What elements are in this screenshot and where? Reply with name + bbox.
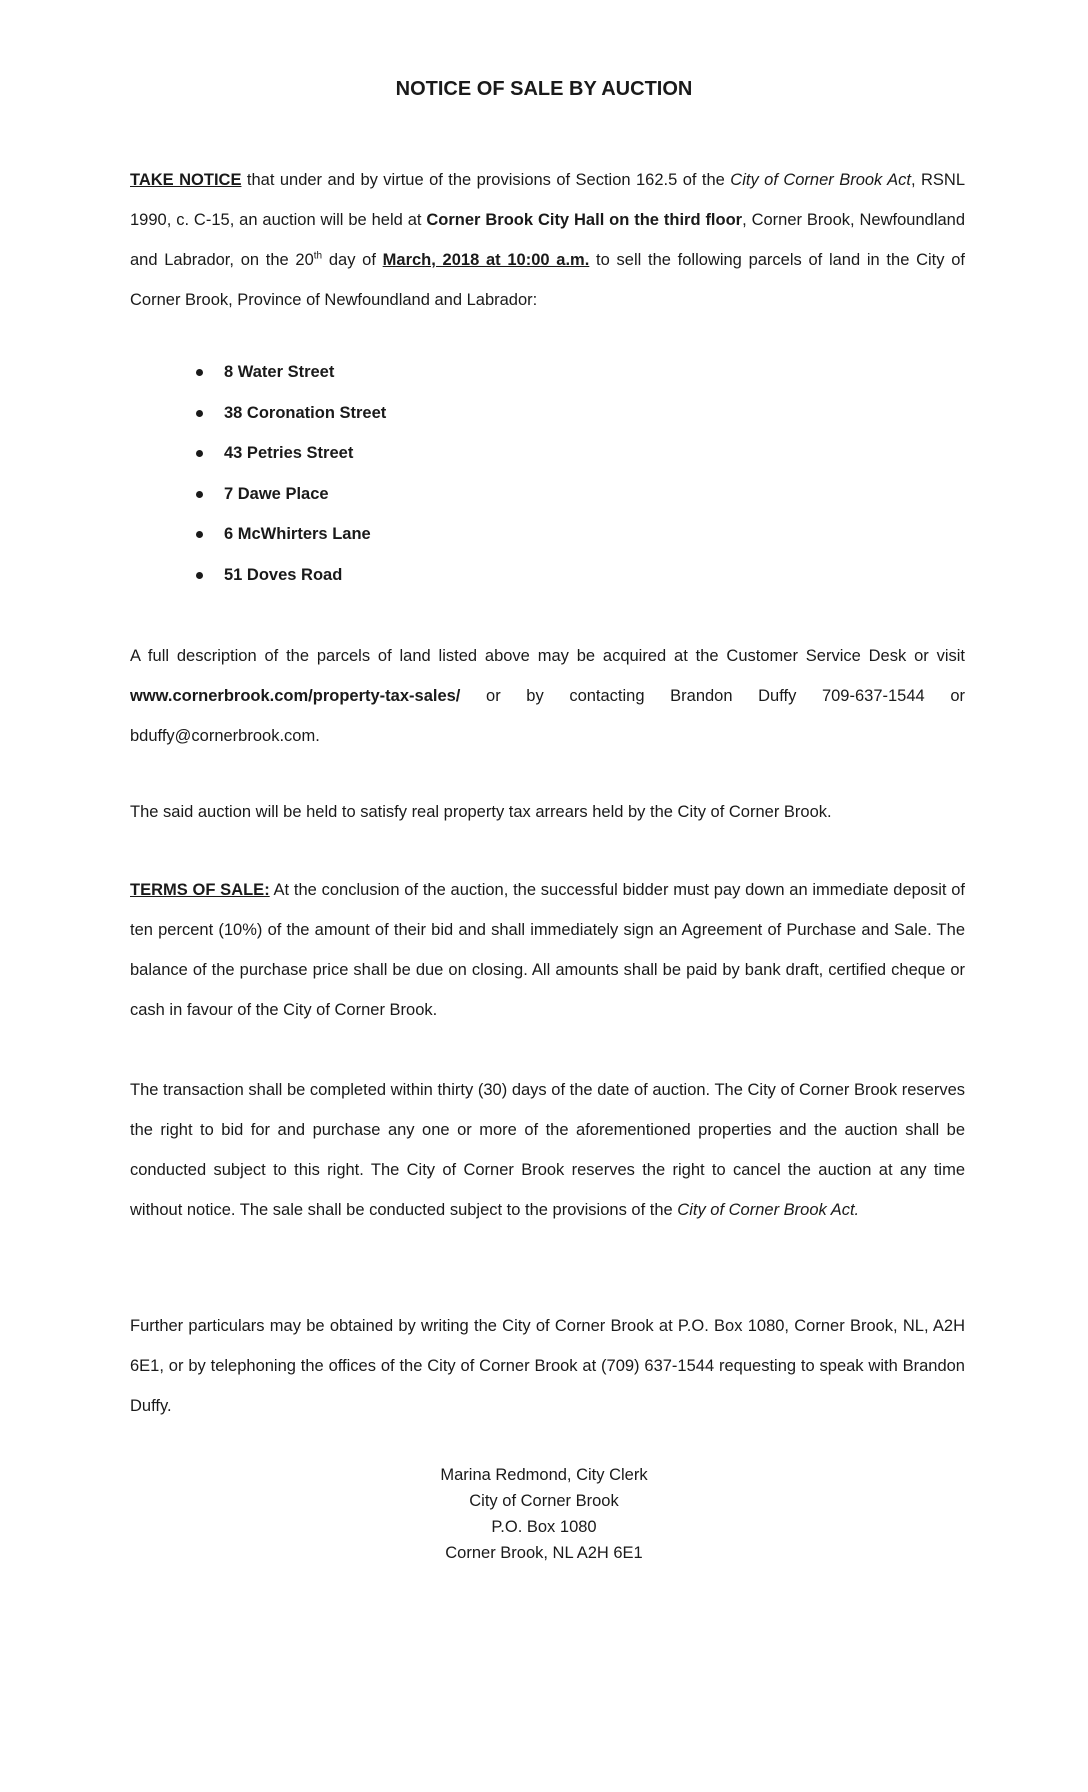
description-paragraph — [130, 636, 965, 756]
auction-location: Corner Brook City Hall on the third floor — [426, 211, 743, 229]
terms-paragraph — [130, 870, 965, 1030]
purpose-paragraph: The said auction will be held to satisfy real property tax arrears held by the City of Corner Brook. — [130, 803, 832, 821]
list-item: 8 Water Street — [190, 352, 386, 393]
list-item: 6 McWhirters Lane — [190, 514, 386, 555]
signature-block — [0, 1462, 1088, 1566]
p4-text: At the conclusion of the auction, the successful bidder must pay down an immediate deposit of ten percent (10%) of the amount of their bid and shall immediately sign an Agreement of Purchase and Sale. The balance of the purchase price shall be due on closing. All amounts shall be paid by bank draft, certified cheque or cash in favour of the City of Corner Brook. — [130, 881, 965, 1019]
take-notice-lead: TAKE NOTICE — [130, 171, 242, 189]
p2-text-1: A full description of the parcels of land listed above may be acquired at the Customer Service Desk or visit — [130, 647, 965, 665]
p1-text-4: day of — [322, 251, 383, 269]
property-tax-sales-link[interactable]: www.cornerbrook.com/property-tax-sales/ — [130, 687, 461, 705]
auction-date: March, 2018 at 10:00 a.m. — [382, 251, 590, 269]
ordinal-suffix: th — [313, 250, 323, 262]
signature-line: City of Corner Brook — [469, 1492, 619, 1510]
take-notice-paragraph — [130, 160, 965, 320]
p5-text: The transaction shall be completed within thirty (30) days of the date of auction. The City of Corner Brook reserves the right to bid for and purchase any one or more of the aforementioned properties and the auction shall be conducted subject to this right. The City of Corner Brook reserves the right to cancel the auction at any time without notice. The sale shall be conducted subject to the provisions of the — [130, 1081, 965, 1219]
signature-line: P.O. Box 1080 — [491, 1518, 597, 1536]
list-item: 43 Petries Street — [190, 433, 386, 474]
p1-text-3: , Corner Brook, Newfoundland and Labrador, on the 20 — [130, 211, 966, 269]
signature-line: Marina Redmond, City Clerk — [440, 1466, 648, 1484]
act-name: City of Corner Brook Act — [730, 171, 911, 189]
transaction-paragraph — [130, 1070, 965, 1230]
act-name-2: City of Corner Brook Act. — [677, 1201, 860, 1219]
p1-text-1: that under and by virtue of the provisions of Section 162.5 of the — [241, 171, 731, 189]
p2-text-2: or by contacting Brandon Duffy 709-637-1544 or bduffy@cornerbrook.com. — [130, 687, 965, 745]
terms-lead: TERMS OF SALE: — [130, 881, 270, 899]
signature-line: Corner Brook, NL A2H 6E1 — [445, 1544, 643, 1562]
list-item: 51 Doves Road — [190, 555, 386, 596]
page-title: NOTICE OF SALE BY AUCTION — [395, 78, 693, 100]
list-item: 7 Dawe Place — [190, 474, 386, 515]
particulars-paragraph: Further particulars may be obtained by writing the City of Corner Brook at P.O. Box 1080, Corner Brook, NL, A2H 6E1, or by telephoning the offices of the City of Corner Brook at (709) 637-1544 requesting to speak with Brandon Duffy. — [130, 1317, 965, 1415]
p1-text-2: , RSNL 1990, c. C-15, an auction will be held at — [130, 171, 965, 229]
p1-text-5: to sell the following parcels of land in the City of Corner Brook, Province of Newfoundland and Labrador: — [130, 251, 965, 309]
list-item: 38 Coronation Street — [190, 393, 386, 434]
parcel-list — [190, 352, 386, 595]
